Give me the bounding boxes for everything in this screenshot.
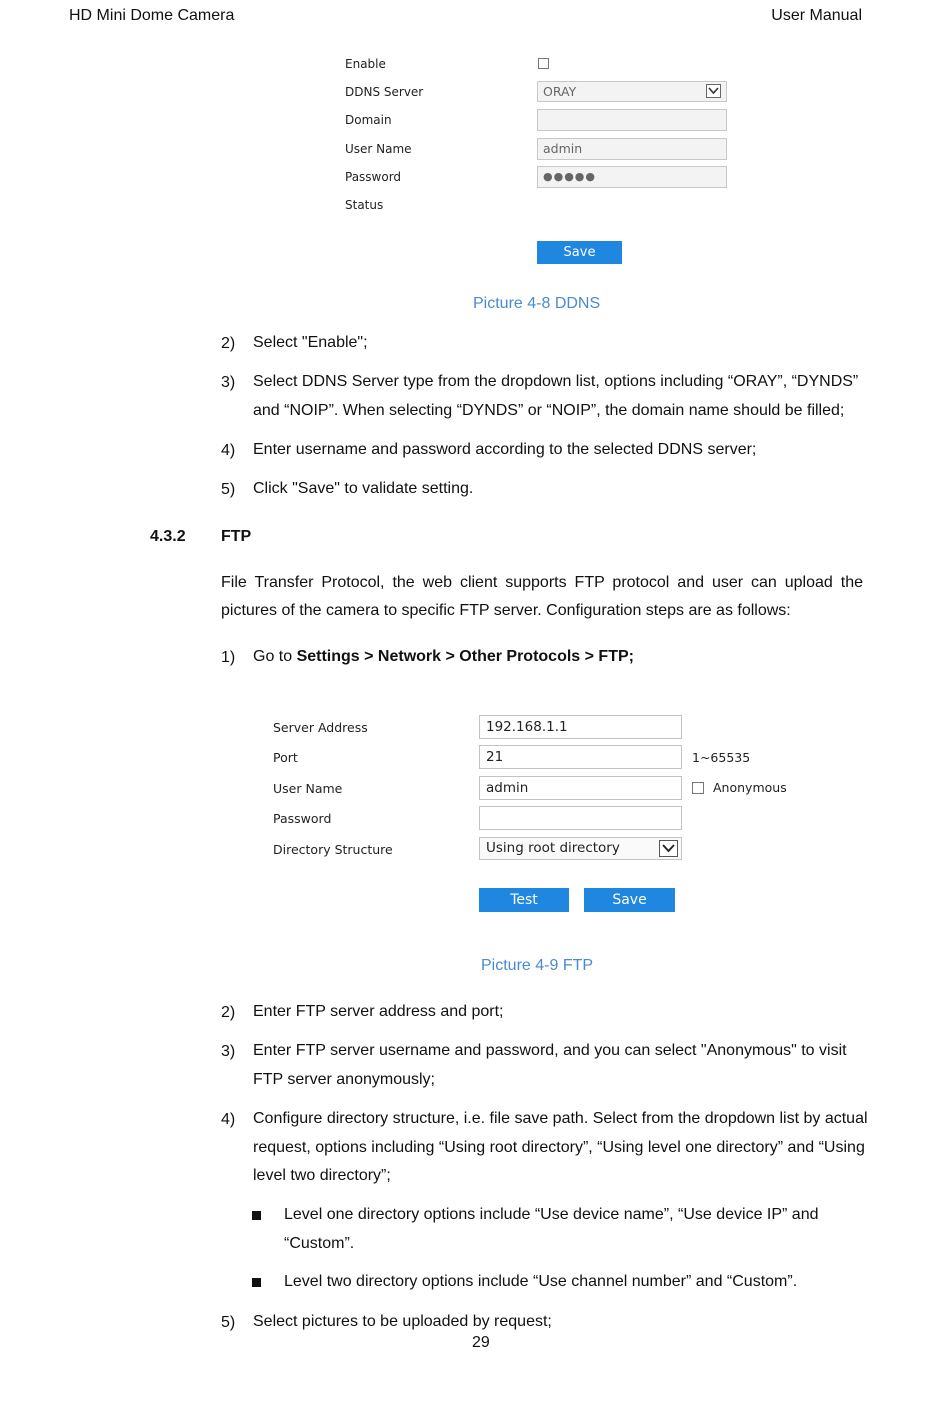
directory-structure-value: Using root directory (486, 840, 620, 856)
step-text: Click "Save" to validate setting. (253, 480, 474, 497)
ftp-save-button[interactable]: Save (584, 888, 675, 912)
anonymous-label: Anonymous (713, 780, 787, 795)
ftp-password-input[interactable] (479, 806, 682, 830)
ddns-figure-caption: Picture 4-8 DDNS (473, 295, 601, 312)
port-value: 21 (486, 749, 504, 765)
username-input[interactable] (537, 138, 727, 160)
step-text (253, 643, 868, 672)
password-input[interactable] (537, 166, 727, 188)
port-label: Port (273, 750, 298, 765)
ddns-save-button[interactable]: Save (537, 241, 622, 264)
step-text: Select DDNS Server type from the dropdown list, options including “ORAY”, “DYNDS” and “NOIP”. When selecting “DYNDS” or “NOIP”, the domain name should be filled; (253, 373, 859, 419)
header-title: HD Mini Dome Camera (69, 7, 235, 24)
step-prefix: Go to (253, 648, 297, 665)
header-manual-label: User Manual (771, 7, 862, 24)
ftp-test-button[interactable]: Test (479, 888, 569, 912)
ftp-figure-caption: Picture 4-9 FTP (481, 957, 594, 974)
step-text: Enter FTP server address and port; (253, 1003, 504, 1020)
username-value: admin (543, 141, 583, 156)
ddns-server-value: ORAY (543, 84, 577, 99)
step-number: 5) (221, 1314, 236, 1331)
status-label: Status (345, 198, 384, 212)
ddns-server-select[interactable] (537, 81, 727, 102)
ftp-username-value: admin (486, 780, 529, 796)
page-number: 29 (472, 1334, 490, 1351)
step-text: Enter username and password according to the selected DDNS server; (253, 441, 757, 458)
step-number: 5) (221, 481, 236, 498)
domain-label: Domain (345, 113, 392, 127)
step-text: Select pictures to be uploaded by request; (253, 1313, 552, 1330)
bullet-icon (252, 1278, 261, 1287)
ftp-password-label: Password (273, 811, 332, 826)
port-range-hint: 1~65535 (692, 750, 751, 765)
bullet-text: Level one directory options include “Use device name”, “Use device IP” and “Custom”. (284, 1206, 819, 1252)
username-label: User Name (345, 142, 412, 156)
step-number: 2) (221, 1004, 236, 1021)
server-address-value: 192.168.1.1 (486, 719, 568, 735)
intro-paragraph: File Transfer Protocol, the web client supports FTP protocol and user can upload the pictures of the camera to specific FTP server. Configuration steps are as follows: (221, 574, 863, 619)
enable-label: Enable (345, 57, 386, 71)
bullet-icon (252, 1211, 261, 1220)
step-number: 4) (221, 442, 236, 459)
section-number: 4.3.2 (150, 528, 186, 545)
anonymous-checkbox[interactable] (692, 782, 704, 794)
port-input[interactable] (479, 745, 682, 769)
directory-structure-select[interactable] (479, 837, 682, 860)
ftp-username-label: User Name (273, 781, 343, 796)
step-text: Enter FTP server username and password, and you can select "Anonymous" to visit FTP server anonymously; (253, 1042, 847, 1088)
step-number: 3) (221, 374, 236, 391)
server-address-label: Server Address (273, 720, 368, 735)
bullet-text: Level two directory options include “Use channel number” and “Custom”. (284, 1273, 798, 1290)
step-number: 1) (221, 649, 236, 666)
enable-checkbox[interactable] (538, 58, 549, 69)
step-number: 4) (221, 1111, 236, 1128)
server-address-input[interactable] (479, 715, 682, 739)
chevron-down-icon[interactable] (706, 84, 721, 98)
step-text: Configure directory structure, i.e. file save path. Select from the dropdown list by actual request, options including “Using root directory”, “Using level one directory” and “Using level two directory”; (253, 1110, 868, 1184)
chevron-down-icon[interactable] (659, 840, 678, 857)
ddns-server-label: DDNS Server (345, 85, 424, 99)
step-number: 3) (221, 1043, 236, 1060)
step-number: 2) (221, 335, 236, 352)
ftp-username-input[interactable] (479, 776, 682, 800)
section-title: FTP (221, 528, 252, 545)
password-value: ●●●●● (543, 170, 596, 183)
step-text: Select "Enable"; (253, 334, 368, 351)
domain-input[interactable] (537, 109, 727, 131)
password-label: Password (345, 170, 402, 184)
directory-structure-label: Directory Structure (273, 842, 393, 857)
menu-path: Settings > Network > Other Protocols > FTP; (296, 648, 634, 665)
